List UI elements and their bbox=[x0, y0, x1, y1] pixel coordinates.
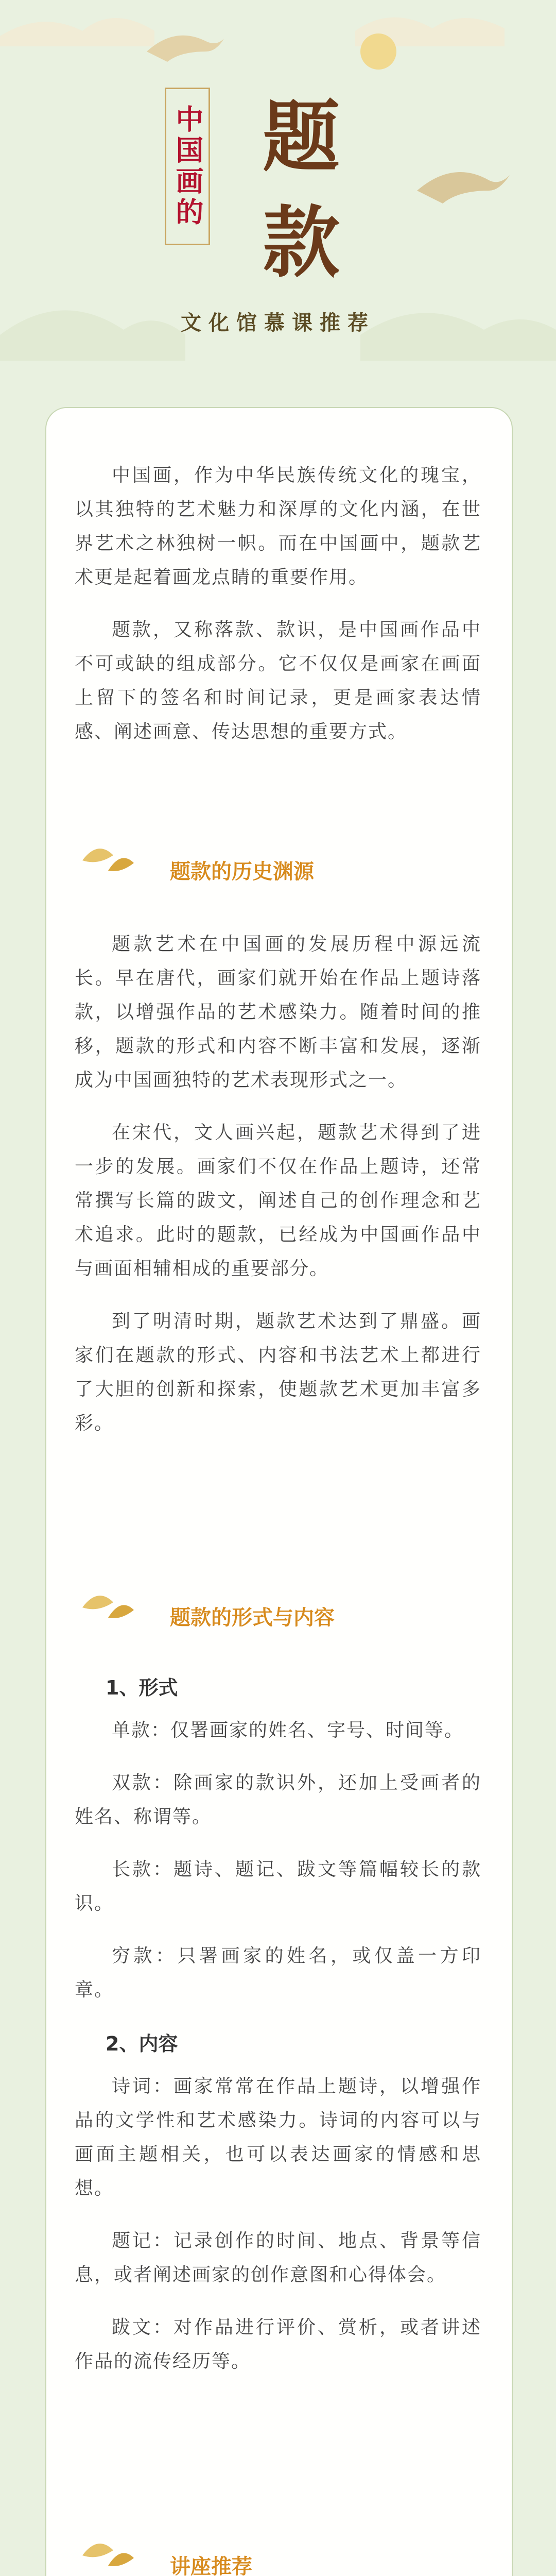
title-char-ti: 题 bbox=[263, 92, 340, 182]
intro-paragraph-1: 中国画，作为中华民族传统文化的瑰宝，以其独特的艺术魅力和深厚的文化内涵，在世界艺术之林独树一帜。而在中国画中，题款艺术更是起着画龙点睛的重要作用。 bbox=[75, 465, 481, 588]
history-paragraph-1: 题款艺术在中国画的发展历程中源远流长。早在唐代，画家们就开始在作品上题诗落款，以增强作品的艺术感染力。随着时间的推移，题款的形式和内容不断丰富和发展，逐渐成为中国画独特的艺术表现形式之一。 bbox=[75, 934, 481, 1091]
leaf-icon bbox=[77, 840, 139, 876]
header bbox=[0, 0, 556, 361]
vertical-title: 中国画的 bbox=[165, 88, 210, 245]
form-poor: 穷款：只署画家的姓名，或仅盖一方印章。 bbox=[75, 1945, 481, 2001]
page-subtitle: 文化馆慕课推荐 bbox=[181, 311, 375, 335]
history-paragraph-3: 到了明清时期，题款艺术达到了鼎盛。画家们在题款的形式、内容和书法艺术上都进行了大胆的创新和探索，使题款艺术更加丰富多彩。 bbox=[75, 1311, 481, 1434]
section-title-forms: 题款的形式与内容 bbox=[170, 1606, 335, 1630]
forms-heading: 1、形式 bbox=[106, 1676, 178, 1699]
content-poetry: 诗词：画家常常在作品上题诗，以增强作品的文学性和艺术感染力。诗词的内容可以与画面主题相关，也可以表达画家的情感和思想。 bbox=[75, 2076, 481, 2199]
leaf-icon bbox=[77, 1587, 139, 1623]
crane-icon bbox=[144, 21, 227, 67]
content-record: 题记：记录创作的时间、地点、背景等信息，或者阐述画家的创作意图和心得体会。 bbox=[75, 2230, 481, 2285]
sun-icon bbox=[360, 33, 396, 70]
form-single: 单款：仅署画家的姓名、字号、时间等。 bbox=[112, 1720, 464, 1741]
crane-icon bbox=[412, 155, 515, 216]
form-long: 长款：题诗、题记、跋文等篇幅较长的款识。 bbox=[75, 1859, 481, 1914]
forms-section bbox=[75, 1672, 481, 2379]
content-postscript: 跋文：对作品进行评价、赏析，或者讲述作品的流传经历等。 bbox=[75, 2317, 481, 2372]
intro-section bbox=[75, 459, 481, 749]
content-heading: 2、内容 bbox=[106, 2032, 178, 2055]
section-title-lecture: 讲座推荐 bbox=[170, 2555, 252, 2576]
leaf-icon bbox=[77, 2535, 139, 2571]
history-paragraph-2: 在宋代，文人画兴起，题款艺术得到了进一步的发展。画家们不仅在作品上题诗，还常常撰写长篇的跋文，阐述自己的创作理念和艺术追求。此时的题款，已经成为中国画作品中与画面相辅相成的重要部分。 bbox=[75, 1122, 481, 1279]
title-char-kuan: 款 bbox=[263, 197, 340, 288]
form-double: 双款：除画家的款识外，还加上受画者的姓名、称谓等。 bbox=[75, 1772, 481, 1827]
intro-paragraph-2: 题款，又称落款、款识，是中国画作品中不可或缺的组成部分。它不仅仅是画家在画面上留下的签名和时间记录，更是画家表达情感、阐述画意、传达思想的重要方式。 bbox=[75, 619, 481, 742]
section-title-history: 题款的历史渊源 bbox=[170, 860, 314, 884]
history-section bbox=[75, 927, 481, 1440]
